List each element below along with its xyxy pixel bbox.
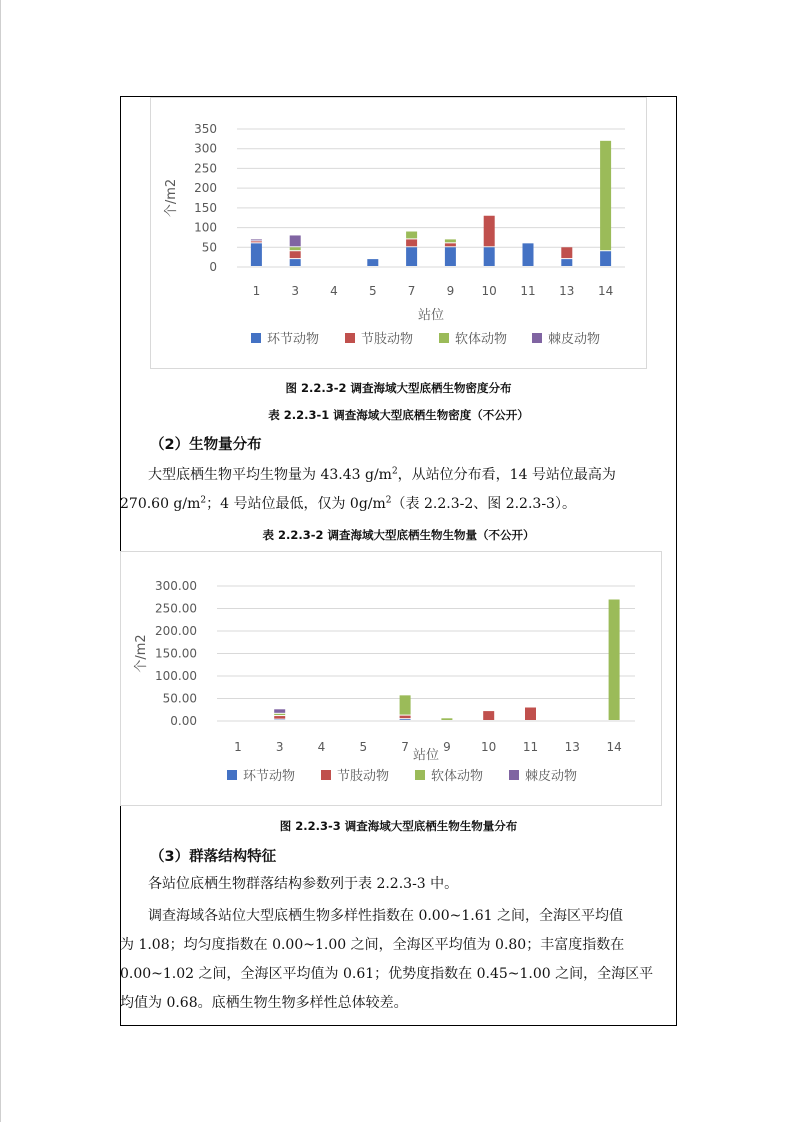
density-y-axis-title: 个/m2 xyxy=(164,178,179,218)
community-intro: 各站位底栖生物群落结构参数列于表 2.2.3-3 中。 xyxy=(148,876,459,892)
superscript-2: 2 xyxy=(200,495,207,506)
biomass-text-2a: 270.60 g/m xyxy=(120,496,201,512)
density-x-tick: 9 xyxy=(446,284,455,298)
biomass-bar-2-station-3 xyxy=(274,716,285,719)
biomass-y-tick: 100.00 xyxy=(155,669,197,683)
density-y-tick: 50 xyxy=(201,240,217,255)
diversity-line-2: 为 1.08；均匀度指数在 0.00~1.00 之间，全海区平均值为 0.80；丰富度指数在 xyxy=(120,937,625,953)
biomass-bar-1-station-7 xyxy=(400,719,411,720)
density-legend-label: 棘皮动物 xyxy=(548,332,601,347)
section-heading-community: （3）群落结构特征 xyxy=(150,849,277,865)
density-legend-swatch xyxy=(345,333,355,343)
biomass-y-tick: 50.00 xyxy=(162,691,197,706)
biomass-x-tick: 7 xyxy=(401,740,409,754)
biomass-x-tick: 9 xyxy=(443,740,451,754)
density-x-tick: 4 xyxy=(330,284,338,298)
biomass-bar-2-station-7 xyxy=(400,716,411,719)
density-x-tick: 7 xyxy=(407,284,416,298)
section-heading-biomass: （2）生物量分布 xyxy=(150,437,262,453)
biomass-y-tick: 150.00 xyxy=(155,646,197,661)
table-caption-density: 表 2.2.3-1 调查海域大型底栖生物密度（不公开） xyxy=(268,408,529,422)
density-bar-1-station-13 xyxy=(561,259,572,266)
biomass-legend-label: 节肢动物 xyxy=(337,769,390,784)
biomass-x-tick: 5 xyxy=(359,740,368,754)
biomass-legend-swatch xyxy=(321,770,331,780)
biomass-legend-swatch xyxy=(415,770,425,780)
diversity-line-4: 均值为 0.68。底栖生物生物多样性总体较差。 xyxy=(120,995,408,1011)
density-bar-2-station-1 xyxy=(251,241,262,242)
biomass-chart-svg xyxy=(121,552,661,805)
density-y-tick: 250 xyxy=(194,161,217,176)
density-x-tick: 11 xyxy=(520,284,536,298)
density-x-tick: 13 xyxy=(559,284,575,298)
density-bar-4-station-3 xyxy=(290,235,301,246)
biomass-text-1a: 大型底栖生物平均生物量为 43.43 g/m xyxy=(148,467,392,483)
density-legend-swatch xyxy=(532,333,542,343)
density-y-tick: 300 xyxy=(194,141,217,156)
density-bar-2-station-10 xyxy=(484,216,495,247)
density-bar-1-station-7 xyxy=(406,247,417,266)
biomass-legend-label: 环节动物 xyxy=(243,769,296,784)
density-y-tick: 0 xyxy=(209,260,217,274)
biomass-bar-3-station-3 xyxy=(274,714,285,715)
density-bar-1-station-3 xyxy=(290,259,301,266)
density-legend-label: 环节动物 xyxy=(267,332,320,347)
density-x-tick: 10 xyxy=(481,284,497,298)
density-x-tick: 5 xyxy=(368,284,377,298)
biomass-x-tick: 4 xyxy=(317,740,326,754)
density-bar-2-station-13 xyxy=(561,247,572,258)
biomass-bar-3-station-14 xyxy=(609,600,620,721)
biomass-bar-2-station-11 xyxy=(525,708,536,721)
density-legend-swatch xyxy=(439,333,449,343)
figure-caption-density: 图 2.2.3-2 调查海域大型底栖生物密度分布 xyxy=(285,381,512,395)
density-bar-4-station-1 xyxy=(251,239,262,240)
biomass-x-axis-title: 站位 xyxy=(412,748,440,763)
density-bar-1-station-10 xyxy=(484,247,495,266)
density-chart-svg xyxy=(151,98,646,368)
density-bar-1-station-9 xyxy=(445,247,456,266)
density-x-tick: 14 xyxy=(597,284,614,298)
superscript-2: 2 xyxy=(391,466,398,477)
density-bar-1-station-11 xyxy=(523,243,534,266)
density-bar-2-station-3 xyxy=(290,251,301,258)
density-bar-2-station-9 xyxy=(445,243,456,246)
biomass-y-tick: 250.00 xyxy=(155,601,197,616)
biomass-x-tick: 10 xyxy=(481,740,497,754)
biomass-y-axis-title: 个/m2 xyxy=(134,634,149,673)
density-legend-swatch xyxy=(251,333,261,343)
density-y-tick: 150 xyxy=(194,200,217,215)
biomass-bar-3-station-7 xyxy=(400,695,411,714)
density-bar-1-station-14 xyxy=(600,251,611,266)
biomass-x-tick: 3 xyxy=(275,740,284,754)
diversity-line-3: 0.00~1.02 之间，全海区平均值为 0.61；优势度指数在 0.45~1.00 之间，全海区平 xyxy=(120,966,654,982)
biomass-x-tick: 11 xyxy=(522,740,539,754)
table-caption-biomass: 表 2.2.3-2 调查海域大型底栖生物生物量（不公开） xyxy=(262,528,535,542)
density-y-tick: 350 xyxy=(194,122,217,136)
density-bar-3-station-3 xyxy=(290,247,301,250)
biomass-x-tick: 14 xyxy=(606,740,622,754)
density-legend-label: 节肢动物 xyxy=(361,332,414,347)
biomass-paragraph xyxy=(120,461,677,519)
density-bar-1-station-5 xyxy=(367,259,378,266)
density-bar-1-station-1 xyxy=(251,243,262,266)
biomass-bar-2-station-10 xyxy=(483,711,494,720)
diversity-paragraph xyxy=(120,902,677,1018)
biomass-text-2b: ；4 号站位最低，仅为 0g/m xyxy=(206,496,386,512)
diversity-line-1: 调查海域各站位大型底栖生物多样性指数在 0.00~1.61 之间，全海区平均值 xyxy=(148,908,623,924)
density-bar-3-station-14 xyxy=(600,141,611,250)
biomass-legend-swatch xyxy=(509,770,519,780)
biomass-text-2c: （表 2.2.3-2、图 2.2.3-3）。 xyxy=(391,496,576,512)
biomass-legend-label: 软体动物 xyxy=(431,769,484,784)
superscript-2: 2 xyxy=(385,495,392,506)
biomass-legend-swatch xyxy=(227,770,237,780)
community-paragraph xyxy=(120,870,677,899)
biomass-y-tick: 200.00 xyxy=(155,624,197,638)
biomass-chart xyxy=(120,551,662,806)
biomass-bar-3-station-9 xyxy=(441,718,452,720)
density-legend-label: 软体动物 xyxy=(455,332,508,347)
biomass-bar-4-station-3 xyxy=(274,709,285,713)
biomass-y-tick: 300.00 xyxy=(155,579,197,593)
density-bar-3-station-9 xyxy=(445,239,456,242)
density-y-tick: 200 xyxy=(194,181,217,196)
density-bar-2-station-7 xyxy=(406,239,417,246)
biomass-y-tick: 0.00 xyxy=(170,714,197,728)
density-x-tick: 3 xyxy=(291,284,300,298)
biomass-x-tick: 1 xyxy=(234,740,242,754)
biomass-text-1b: ，从站位分布看，14 号站位最高为 xyxy=(397,467,616,483)
page-edge xyxy=(0,0,1,1122)
density-chart xyxy=(150,97,647,369)
density-x-tick: 1 xyxy=(252,284,261,298)
biomass-legend-label: 棘皮动物 xyxy=(525,769,578,784)
density-y-tick: 100 xyxy=(194,220,217,235)
density-x-axis-title: 站位 xyxy=(417,308,445,323)
density-bar-3-station-7 xyxy=(406,232,417,239)
figure-caption-biomass: 图 2.2.3-3 调查海域大型底栖生物生物量分布 xyxy=(279,819,518,833)
biomass-x-tick: 13 xyxy=(564,740,580,754)
